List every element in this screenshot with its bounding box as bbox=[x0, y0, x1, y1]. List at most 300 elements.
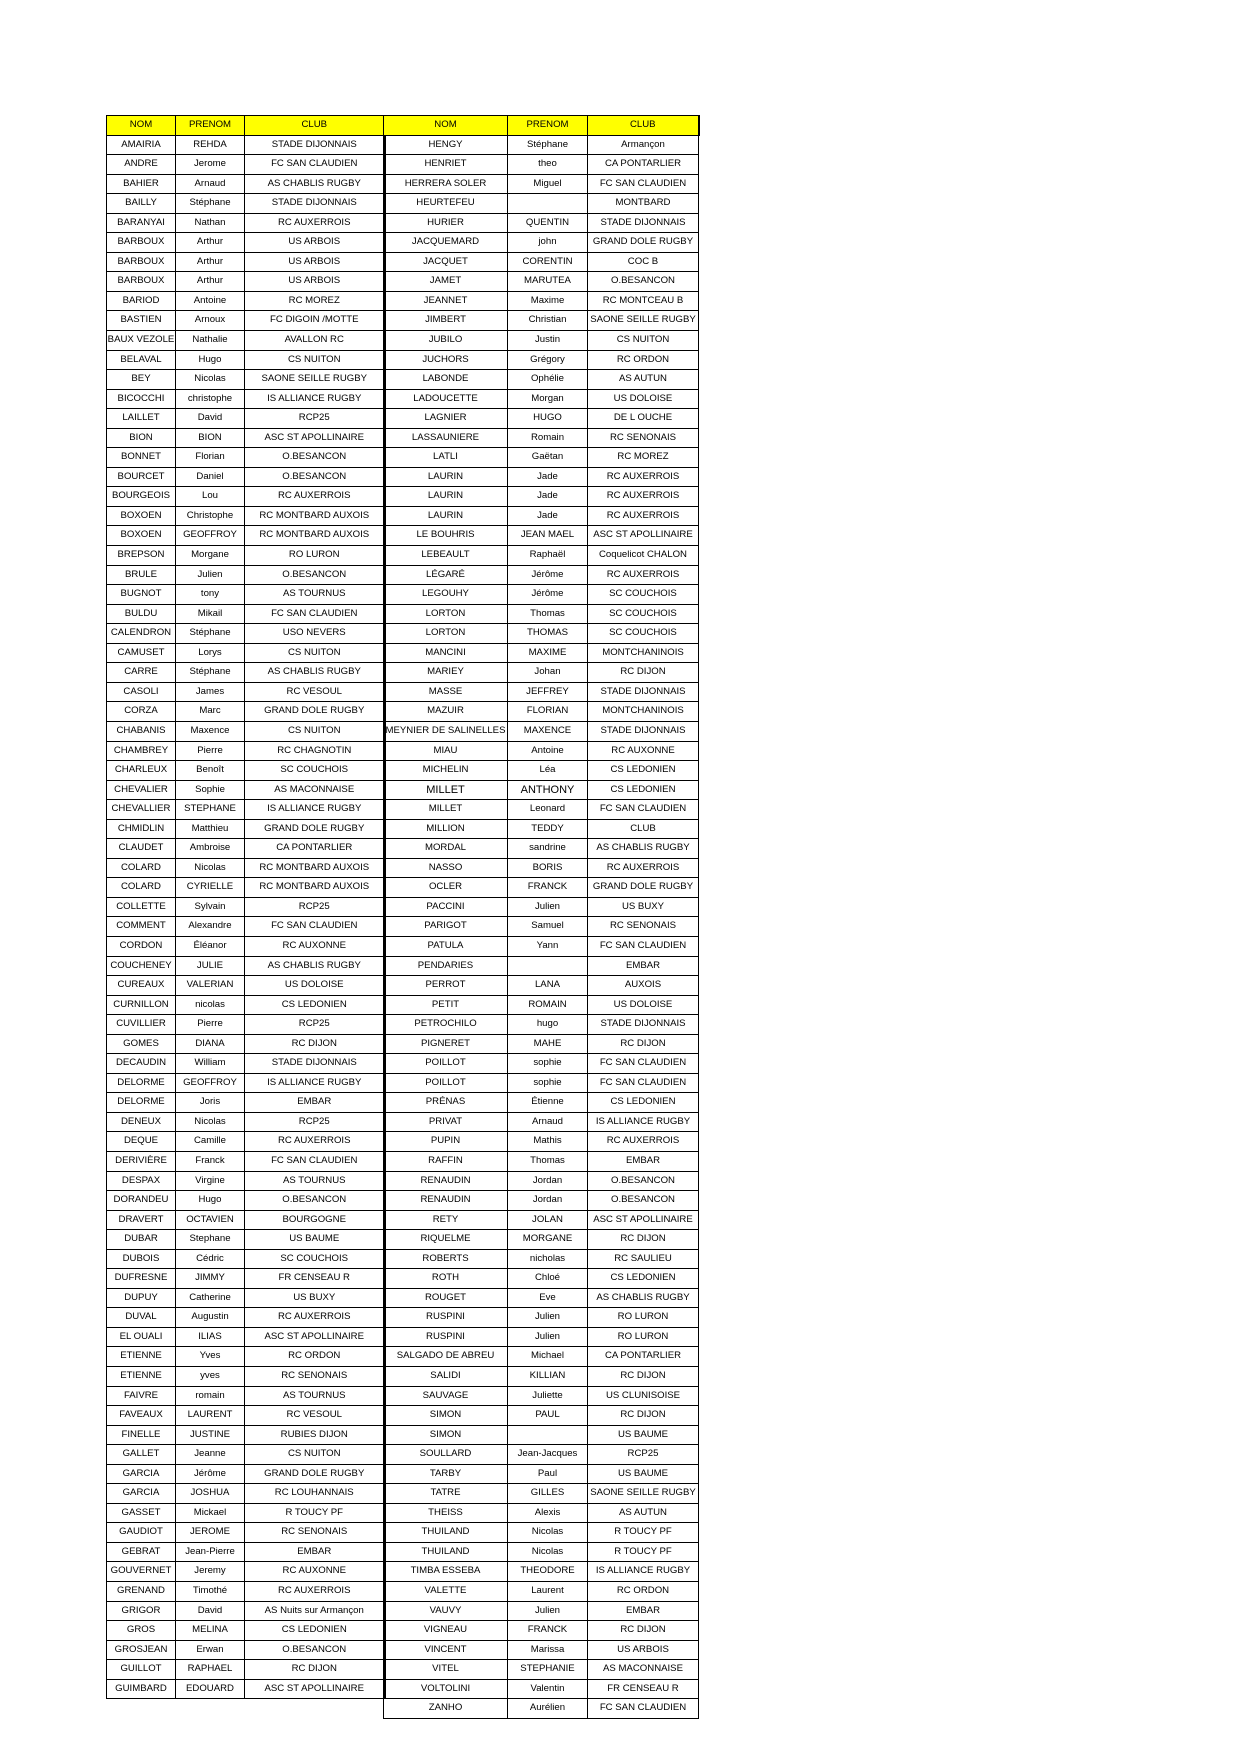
table-row bbox=[107, 1621, 385, 1641]
nom-cell: BRULE bbox=[107, 565, 176, 585]
nom-cell: VALETTE bbox=[384, 1582, 508, 1602]
club-cell: RC DIJON bbox=[588, 1367, 699, 1387]
table-row bbox=[384, 1640, 699, 1660]
table-row bbox=[107, 585, 385, 605]
table-row bbox=[107, 174, 385, 194]
club-cell: RC SENONAIS bbox=[588, 428, 699, 448]
prenom-cell: ROMAIN bbox=[508, 995, 588, 1015]
prenom-cell: JOLAN bbox=[508, 1210, 588, 1230]
club-cell: O.BESANCON bbox=[245, 448, 385, 468]
prenom-cell: REHDA bbox=[176, 135, 245, 155]
nom-cell: SALGADO DE ABREU bbox=[384, 1347, 508, 1367]
table-row bbox=[107, 409, 385, 429]
club-cell: Coquelicot CHALON bbox=[588, 546, 699, 566]
nom-cell: PACCINI bbox=[384, 897, 508, 917]
table-row bbox=[107, 311, 385, 331]
table-row bbox=[107, 1093, 385, 1113]
prenom-cell: Jade bbox=[508, 467, 588, 487]
nom-cell: LAGNIER bbox=[384, 409, 508, 429]
prenom-cell: Nathan bbox=[176, 213, 245, 233]
prenom-cell: Paul bbox=[508, 1464, 588, 1484]
table-row bbox=[384, 761, 699, 781]
club-cell: CA PONTARLIER bbox=[588, 1347, 699, 1367]
table-row bbox=[107, 291, 385, 311]
prenom-cell: Mikail bbox=[176, 604, 245, 624]
table-row bbox=[384, 682, 699, 702]
nom-cell: LAILLET bbox=[107, 409, 176, 429]
prenom-cell: Laurent bbox=[508, 1582, 588, 1602]
nom-cell: BION bbox=[107, 428, 176, 448]
club-cell: CLUB bbox=[588, 819, 699, 839]
club-cell: US ARBOIS bbox=[245, 272, 385, 292]
nom-cell: JUBILO bbox=[384, 331, 508, 351]
prenom-cell: Michael bbox=[508, 1347, 588, 1367]
club-cell: AS CHABLIS RUGBY bbox=[245, 663, 385, 683]
table-row bbox=[107, 604, 385, 624]
table-row bbox=[107, 1171, 385, 1191]
prenom-cell: Jeremy bbox=[176, 1562, 245, 1582]
table-row bbox=[384, 174, 699, 194]
header-nom: NOM bbox=[107, 116, 176, 136]
prenom-cell: theo bbox=[508, 155, 588, 175]
nom-cell: HENRIET bbox=[384, 155, 508, 175]
club-cell: US DOLOISE bbox=[588, 389, 699, 409]
prenom-cell: RAPHAEL bbox=[176, 1660, 245, 1680]
table-row bbox=[384, 1347, 699, 1367]
club-cell: RC DIJON bbox=[245, 1034, 385, 1054]
nom-cell: CASOLI bbox=[107, 682, 176, 702]
club-cell: FR CENSEAU R bbox=[588, 1679, 699, 1699]
prenom-cell: Arthur bbox=[176, 252, 245, 272]
nom-cell: BUGNOT bbox=[107, 585, 176, 605]
club-cell: IS ALLIANCE RUGBY bbox=[245, 389, 385, 409]
club-cell: GRAND DOLE RUGBY bbox=[245, 819, 385, 839]
club-cell: RC AUXERROIS bbox=[588, 506, 699, 526]
club-cell: CS LEDONIEN bbox=[588, 761, 699, 781]
table-row bbox=[107, 389, 385, 409]
nom-cell: PIGNERET bbox=[384, 1034, 508, 1054]
club-cell: CS NUITON bbox=[245, 721, 385, 741]
nom-cell: DORANDEU bbox=[107, 1191, 176, 1211]
club-cell: RC AUXERROIS bbox=[245, 1582, 385, 1602]
table-row bbox=[384, 741, 699, 761]
table-row bbox=[107, 1445, 385, 1465]
table-row bbox=[107, 1210, 385, 1230]
prenom-cell: sandrine bbox=[508, 839, 588, 859]
prenom-cell: Raphaël bbox=[508, 546, 588, 566]
nom-cell: MASSE bbox=[384, 682, 508, 702]
nom-cell: VIGNEAU bbox=[384, 1621, 508, 1641]
prenom-cell: GILLES bbox=[508, 1484, 588, 1504]
club-cell: DE L OUCHE bbox=[588, 409, 699, 429]
table-row bbox=[107, 1249, 385, 1269]
table-row bbox=[107, 897, 385, 917]
club-cell: SC COUCHOIS bbox=[588, 585, 699, 605]
club-cell: FC SAN CLAUDIEN bbox=[588, 1699, 699, 1719]
prenom-cell: hugo bbox=[508, 1015, 588, 1035]
club-cell: RC ORDON bbox=[245, 1347, 385, 1367]
club-cell: US BAUME bbox=[588, 1425, 699, 1445]
nom-cell: RAFFIN bbox=[384, 1151, 508, 1171]
nom-cell: SIMON bbox=[384, 1425, 508, 1445]
table-row bbox=[107, 1191, 385, 1211]
nom-cell: JACQUET bbox=[384, 252, 508, 272]
club-cell: IS ALLIANCE RUGBY bbox=[245, 800, 385, 820]
prenom-cell: Mickael bbox=[176, 1503, 245, 1523]
table-row bbox=[384, 995, 699, 1015]
prenom-cell: MAXIME bbox=[508, 643, 588, 663]
prenom-cell: nicolas bbox=[176, 995, 245, 1015]
club-cell: CS NUITON bbox=[245, 350, 385, 370]
club-cell: AS TOURNUS bbox=[245, 1386, 385, 1406]
nom-cell: CAMUSET bbox=[107, 643, 176, 663]
nom-cell: MAZUIR bbox=[384, 702, 508, 722]
table-row bbox=[107, 448, 385, 468]
table-row bbox=[384, 858, 699, 878]
prenom-cell: Camille bbox=[176, 1132, 245, 1152]
club-cell: RC ORDON bbox=[588, 1582, 699, 1602]
prenom-cell: Benoît bbox=[176, 761, 245, 781]
club-cell: RC DIJON bbox=[588, 1621, 699, 1641]
prenom-cell: OCTAVIEN bbox=[176, 1210, 245, 1230]
prenom-cell: Erwan bbox=[176, 1640, 245, 1660]
table-row bbox=[107, 1112, 385, 1132]
nom-cell: VINCENT bbox=[384, 1640, 508, 1660]
table-row bbox=[384, 506, 699, 526]
nom-cell: CUVILLIER bbox=[107, 1015, 176, 1035]
nom-cell: BAUX VEZOLE bbox=[107, 331, 176, 351]
prenom-cell: JEAN MAEL bbox=[508, 526, 588, 546]
club-cell: US BAUME bbox=[588, 1464, 699, 1484]
club-cell: RC DIJON bbox=[588, 1406, 699, 1426]
club-cell: US CLUNISOISE bbox=[588, 1386, 699, 1406]
nom-cell: JACQUEMARD bbox=[384, 233, 508, 253]
prenom-cell: ILIAS bbox=[176, 1327, 245, 1347]
club-cell: AS CHABLIS RUGBY bbox=[588, 1288, 699, 1308]
table-row bbox=[384, 1171, 699, 1191]
table-row bbox=[107, 721, 385, 741]
nom-cell: GROSJEAN bbox=[107, 1640, 176, 1660]
prenom-cell: Christophe bbox=[176, 506, 245, 526]
nom-cell: TATRE bbox=[384, 1484, 508, 1504]
club-cell: FC SAN CLAUDIEN bbox=[588, 174, 699, 194]
prenom-cell: Lorys bbox=[176, 643, 245, 663]
prenom-cell: romain bbox=[176, 1386, 245, 1406]
club-cell: RCP25 bbox=[245, 1112, 385, 1132]
prenom-cell: James bbox=[176, 682, 245, 702]
prenom-cell: Arthur bbox=[176, 233, 245, 253]
club-cell: FC SAN CLAUDIEN bbox=[588, 1073, 699, 1093]
nom-cell: POILLOT bbox=[384, 1073, 508, 1093]
table-row bbox=[107, 1582, 385, 1602]
prenom-cell: Ophélie bbox=[508, 370, 588, 390]
club-cell: CS LEDONIEN bbox=[245, 1621, 385, 1641]
table-row bbox=[107, 370, 385, 390]
prenom-cell: Virgine bbox=[176, 1171, 245, 1191]
table-row bbox=[384, 917, 699, 937]
prenom-cell: Nicolas bbox=[508, 1523, 588, 1543]
nom-cell: CURNILLON bbox=[107, 995, 176, 1015]
table-row bbox=[384, 936, 699, 956]
nom-cell: LAURIN bbox=[384, 506, 508, 526]
club-cell: AS TOURNUS bbox=[245, 1171, 385, 1191]
table-row bbox=[384, 702, 699, 722]
prenom-cell: LAURENT bbox=[176, 1406, 245, 1426]
nom-cell: THUILAND bbox=[384, 1523, 508, 1543]
prenom-cell: Julien bbox=[176, 565, 245, 585]
table-row bbox=[384, 487, 699, 507]
prenom-cell: Jérôme bbox=[508, 565, 588, 585]
nom-cell: CLAUDET bbox=[107, 839, 176, 859]
prenom-cell: Lou bbox=[176, 487, 245, 507]
club-cell: SC COUCHOIS bbox=[588, 624, 699, 644]
club-cell: RC AUXONNE bbox=[588, 741, 699, 761]
prenom-cell: Arnaud bbox=[176, 174, 245, 194]
club-cell: RC SAULIEU bbox=[588, 1249, 699, 1269]
table-row bbox=[107, 1132, 385, 1152]
club-cell: AUXOIS bbox=[588, 976, 699, 996]
prenom-cell: Yves bbox=[176, 1347, 245, 1367]
nom-cell: ANDRE bbox=[107, 155, 176, 175]
header-prenom: PRENOM bbox=[508, 116, 588, 136]
club-cell: US ARBOIS bbox=[245, 233, 385, 253]
nom-cell: BULDU bbox=[107, 604, 176, 624]
prenom-cell: john bbox=[508, 233, 588, 253]
prenom-cell: HUGO bbox=[508, 409, 588, 429]
prenom-cell: Cédric bbox=[176, 1249, 245, 1269]
nom-cell: BONNET bbox=[107, 448, 176, 468]
nom-cell: BOURCET bbox=[107, 467, 176, 487]
nom-cell: COLARD bbox=[107, 858, 176, 878]
table-row bbox=[384, 878, 699, 898]
club-cell: RC VESOUL bbox=[245, 682, 385, 702]
table-row bbox=[384, 1112, 699, 1132]
club-cell: EMBAR bbox=[245, 1093, 385, 1113]
club-cell: ASC ST APOLLINAIRE bbox=[588, 1210, 699, 1230]
club-cell: RC SENONAIS bbox=[588, 917, 699, 937]
nom-cell: GASSET bbox=[107, 1503, 176, 1523]
prenom-cell: Julien bbox=[508, 1601, 588, 1621]
table-row bbox=[107, 643, 385, 663]
table-row bbox=[384, 1308, 699, 1328]
prenom-cell: Éléanor bbox=[176, 936, 245, 956]
nom-cell: BARBOUX bbox=[107, 272, 176, 292]
table-row bbox=[384, 370, 699, 390]
club-cell: STADE DIJONNAIS bbox=[245, 194, 385, 214]
prenom-cell: Stéphane bbox=[176, 194, 245, 214]
prenom-cell: Jean-Pierre bbox=[176, 1542, 245, 1562]
prenom-cell: Marissa bbox=[508, 1640, 588, 1660]
table-row bbox=[107, 1386, 385, 1406]
table-row bbox=[384, 389, 699, 409]
table-row bbox=[384, 350, 699, 370]
table-row bbox=[107, 839, 385, 859]
nom-cell: LADOUCETTE bbox=[384, 389, 508, 409]
prenom-cell: JIMMY bbox=[176, 1269, 245, 1289]
nom-cell: POILLOT bbox=[384, 1054, 508, 1074]
table-row bbox=[384, 1151, 699, 1171]
club-cell: GRAND DOLE RUGBY bbox=[588, 233, 699, 253]
table-row bbox=[384, 1034, 699, 1054]
table-row bbox=[107, 878, 385, 898]
table-row bbox=[107, 1601, 385, 1621]
club-cell: O.BESANCON bbox=[245, 467, 385, 487]
club-cell: AS Nuits sur Armançon bbox=[245, 1601, 385, 1621]
nom-cell: COLARD bbox=[107, 878, 176, 898]
club-cell: RO LURON bbox=[245, 546, 385, 566]
club-cell: O.BESANCON bbox=[245, 1640, 385, 1660]
nom-cell: DELORME bbox=[107, 1093, 176, 1113]
table-row bbox=[384, 624, 699, 644]
nom-cell: LABONDE bbox=[384, 370, 508, 390]
nom-cell: BARBOUX bbox=[107, 252, 176, 272]
nom-cell: LE BOUHRIS bbox=[384, 526, 508, 546]
prenom-cell: Grégory bbox=[508, 350, 588, 370]
prenom-cell: Arnaud bbox=[508, 1112, 588, 1132]
table-row bbox=[384, 272, 699, 292]
table-row bbox=[384, 800, 699, 820]
nom-cell: RUSPINI bbox=[384, 1308, 508, 1328]
prenom-cell: Nathalie bbox=[176, 331, 245, 351]
club-cell: STADE DIJONNAIS bbox=[588, 213, 699, 233]
table-row bbox=[107, 1542, 385, 1562]
table-row bbox=[107, 194, 385, 214]
nom-cell: GOMES bbox=[107, 1034, 176, 1054]
prenom-cell: Hugo bbox=[176, 1191, 245, 1211]
prenom-cell: Valentin bbox=[508, 1679, 588, 1699]
table-row bbox=[384, 1054, 699, 1074]
prenom-cell: STEPHANE bbox=[176, 800, 245, 820]
nom-cell: BARANYAI bbox=[107, 213, 176, 233]
table-row bbox=[107, 936, 385, 956]
table-row bbox=[384, 311, 699, 331]
prenom-cell: Arthur bbox=[176, 272, 245, 292]
header-row bbox=[107, 116, 385, 136]
prenom-cell: Maxime bbox=[508, 291, 588, 311]
nom-cell: RENAUDIN bbox=[384, 1191, 508, 1211]
table-row bbox=[384, 1445, 699, 1465]
club-cell: FC SAN CLAUDIEN bbox=[245, 604, 385, 624]
table-row bbox=[384, 1386, 699, 1406]
club-cell: R TOUCY PF bbox=[588, 1523, 699, 1543]
nom-cell: DUPUY bbox=[107, 1288, 176, 1308]
table-row bbox=[107, 1640, 385, 1660]
nom-cell: BOURGEOIS bbox=[107, 487, 176, 507]
nom-cell: ROBERTS bbox=[384, 1249, 508, 1269]
club-cell: SAONE SEILLE RUGBY bbox=[588, 311, 699, 331]
club-cell: RC DIJON bbox=[245, 1660, 385, 1680]
prenom-cell: Aurélien bbox=[508, 1699, 588, 1719]
prenom-cell: Julien bbox=[508, 1327, 588, 1347]
club-cell: ASC ST APOLLINAIRE bbox=[245, 1679, 385, 1699]
prenom-cell: Stéphane bbox=[176, 624, 245, 644]
prenom-cell: THOMAS bbox=[508, 624, 588, 644]
table-row bbox=[107, 252, 385, 272]
nom-cell: GARCIA bbox=[107, 1484, 176, 1504]
club-cell: CS LEDONIEN bbox=[588, 780, 699, 800]
club-cell: FR CENSEAU R bbox=[245, 1269, 385, 1289]
nom-cell: LEBEAULT bbox=[384, 546, 508, 566]
table-row bbox=[107, 155, 385, 175]
table-row bbox=[107, 350, 385, 370]
club-cell: CS LEDONIEN bbox=[588, 1093, 699, 1113]
club-cell: Armançon bbox=[588, 135, 699, 155]
prenom-cell: GEOFFROY bbox=[176, 526, 245, 546]
club-cell: ASC ST APOLLINAIRE bbox=[588, 526, 699, 546]
club-cell: RC SENONAIS bbox=[245, 1367, 385, 1387]
table-row bbox=[107, 233, 385, 253]
nom-cell: GRENAND bbox=[107, 1582, 176, 1602]
club-cell: FC SAN CLAUDIEN bbox=[588, 800, 699, 820]
prenom-cell: MAXENCE bbox=[508, 721, 588, 741]
prenom-cell: MORGANE bbox=[508, 1230, 588, 1250]
nom-cell: THUILAND bbox=[384, 1542, 508, 1562]
club-cell: RC AUXERROIS bbox=[245, 213, 385, 233]
nom-cell: BARIOD bbox=[107, 291, 176, 311]
nom-cell: CORDON bbox=[107, 936, 176, 956]
prenom-cell: sophie bbox=[508, 1073, 588, 1093]
prenom-cell: David bbox=[176, 1601, 245, 1621]
club-cell: STADE DIJONNAIS bbox=[245, 135, 385, 155]
club-cell: RUBIES DIJON bbox=[245, 1425, 385, 1445]
table-row bbox=[384, 721, 699, 741]
club-cell: AS TOURNUS bbox=[245, 585, 385, 605]
club-cell: RC CHAGNOTIN bbox=[245, 741, 385, 761]
nom-cell: MARIEY bbox=[384, 663, 508, 683]
nom-cell: DESPAX bbox=[107, 1171, 176, 1191]
club-cell: IS ALLIANCE RUGBY bbox=[588, 1112, 699, 1132]
nom-cell: THEISS bbox=[384, 1503, 508, 1523]
club-cell: RC AUXERROIS bbox=[588, 858, 699, 878]
club-cell: RC AUXERROIS bbox=[588, 565, 699, 585]
prenom-cell: Léa bbox=[508, 761, 588, 781]
table-row bbox=[384, 1288, 699, 1308]
nom-cell: CHEVALIER bbox=[107, 780, 176, 800]
nom-cell: PRÉNAS bbox=[384, 1093, 508, 1113]
nom-cell: BREPSON bbox=[107, 546, 176, 566]
club-cell: RC MOREZ bbox=[245, 291, 385, 311]
prenom-cell: Morgane bbox=[176, 546, 245, 566]
nom-cell: CHMIDLIN bbox=[107, 819, 176, 839]
nom-cell: GALLET bbox=[107, 1445, 176, 1465]
nom-cell: LAURIN bbox=[384, 467, 508, 487]
table-row bbox=[107, 1425, 385, 1445]
prenom-cell: Yann bbox=[508, 936, 588, 956]
prenom-cell: BION bbox=[176, 428, 245, 448]
club-cell: IS ALLIANCE RUGBY bbox=[245, 1073, 385, 1093]
nom-cell: GROS bbox=[107, 1621, 176, 1641]
prenom-cell: Jérôme bbox=[176, 1464, 245, 1484]
table-row bbox=[107, 1660, 385, 1680]
prenom-cell: Julien bbox=[508, 897, 588, 917]
club-cell: RC ORDON bbox=[588, 350, 699, 370]
prenom-cell: ANTHONY bbox=[508, 780, 588, 800]
prenom-cell: Hugo bbox=[176, 350, 245, 370]
club-cell: RC AUXERROIS bbox=[588, 1132, 699, 1152]
prenom-cell: Chloé bbox=[508, 1269, 588, 1289]
club-cell: FC SAN CLAUDIEN bbox=[245, 155, 385, 175]
club-cell: CS LEDONIEN bbox=[245, 995, 385, 1015]
nom-cell: DERIVIÈRE bbox=[107, 1151, 176, 1171]
table-row bbox=[107, 761, 385, 781]
prenom-cell: FRANCK bbox=[508, 878, 588, 898]
nom-cell: ROTH bbox=[384, 1269, 508, 1289]
prenom-cell: Nicolas bbox=[176, 858, 245, 878]
prenom-cell: Mathis bbox=[508, 1132, 588, 1152]
table-row bbox=[384, 252, 699, 272]
table-row bbox=[384, 1542, 699, 1562]
prenom-cell: sophie bbox=[508, 1054, 588, 1074]
